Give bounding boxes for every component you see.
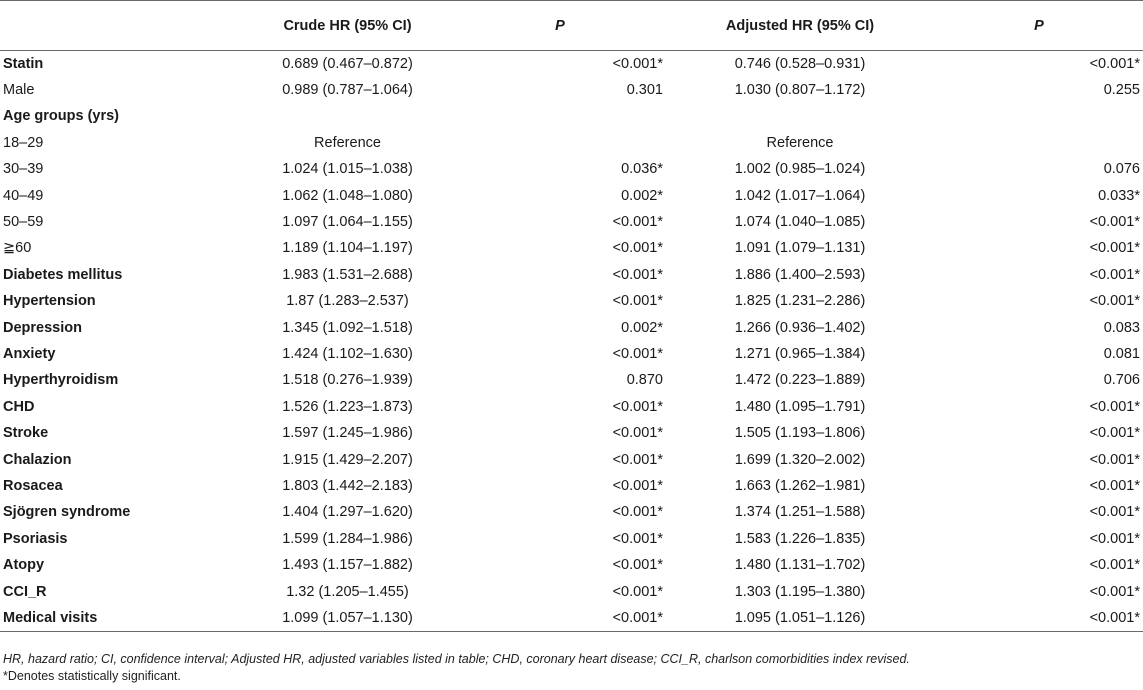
table-row	[0, 314, 1143, 340]
adjusted-p-cell: 0.081	[1103, 345, 1140, 362]
crude-p-cell: <0.001*	[612, 345, 663, 362]
crude-p-cell: <0.001*	[612, 55, 663, 72]
crude-hr-cell: 1.424 (1.102–1.630)	[282, 345, 413, 362]
table-row	[0, 103, 1143, 129]
row-label: Chalazion	[3, 451, 72, 468]
adjusted-hr-cell: 1.271 (0.965–1.384)	[734, 345, 866, 362]
adjusted-hr-cell: 1.374 (1.251–1.588)	[734, 504, 866, 521]
header-p-crude: P	[455, 1, 665, 51]
crude-p-cell	[455, 103, 665, 129]
adjusted-hr-cell: 1.074 (1.040–1.085)	[734, 214, 866, 231]
crude-hr-cell: 1.099 (1.057–1.130)	[240, 605, 455, 631]
header-row	[0, 1, 1143, 51]
table-row	[0, 552, 1143, 578]
adjusted-p-cell: 0.255	[1103, 82, 1140, 99]
crude-hr-cell: 1.097 (1.064–1.155)	[282, 214, 413, 231]
crude-p-cell: <0.001*	[612, 266, 663, 283]
table-row	[0, 51, 1143, 77]
crude-p-cell: <0.001*	[612, 557, 663, 574]
crude-hr-cell: 1.062 (1.048–1.080)	[282, 187, 413, 204]
table-row	[0, 341, 1143, 367]
crude-p-cell: <0.001*	[455, 605, 665, 631]
crude-hr-cell: 1.32 (1.205–1.455)	[286, 583, 409, 600]
row-label: 50–59	[3, 214, 44, 231]
crude-hr-cell: 0.689 (0.467–0.872)	[282, 55, 413, 72]
adjusted-p-cell: 0.076	[1103, 161, 1140, 178]
row-label: Hypertension	[3, 293, 96, 310]
row-label: Diabetes mellitus	[3, 266, 123, 283]
crude-p-cell: 0.036*	[621, 161, 663, 178]
row-label: Depression	[3, 319, 82, 336]
table-row	[0, 209, 1143, 235]
crude-p-cell: <0.001*	[612, 530, 663, 547]
table-row	[0, 235, 1143, 261]
adjusted-hr-cell: 1.583 (1.226–1.835)	[734, 530, 866, 547]
adjusted-p-cell: <0.001*	[1089, 214, 1140, 231]
adjusted-hr-cell: 1.699 (1.320–2.002)	[734, 451, 866, 468]
adjusted-p-cell: <0.001*	[1089, 504, 1140, 521]
crude-hr-cell: 1.87 (1.283–2.537)	[286, 293, 409, 310]
row-label: Hyperthyroidism	[3, 372, 119, 389]
row-label: Psoriasis	[3, 530, 68, 547]
row-label: Age groups (yrs)	[3, 108, 120, 125]
table-row	[0, 262, 1143, 288]
adjusted-p-cell: <0.001*	[1089, 557, 1140, 574]
footnote-abbreviations: HR, hazard ratio; CI, confidence interval; Adjusted HR, adjusted variables listed in table; CHD, coronary heart disease; CCI_R, charlson comorbidities index revised.	[3, 652, 910, 666]
adjusted-hr-cell: 1.480 (1.095–1.791)	[734, 398, 866, 415]
crude-hr-cell: 1.518 (0.276–1.939)	[282, 372, 413, 389]
adjusted-p-cell: <0.001*	[935, 605, 1143, 631]
header-crude-hr: Crude HR (95% CI)	[240, 1, 455, 51]
adjusted-p-cell: <0.001*	[1089, 425, 1140, 442]
table-header	[0, 1, 1143, 51]
table-row	[0, 605, 1143, 631]
table-row	[0, 526, 1143, 552]
crude-p-cell: 0.002*	[621, 319, 663, 336]
crude-hr-cell: Reference	[314, 134, 381, 151]
crude-hr-cell: 1.597 (1.245–1.986)	[282, 425, 413, 442]
crude-p-cell: <0.001*	[612, 504, 663, 521]
adjusted-hr-cell: 1.480 (1.131–1.702)	[734, 557, 866, 574]
adjusted-p-cell: <0.001*	[1089, 266, 1140, 283]
footnote-significance: *Denotes statistically significant.	[3, 669, 181, 683]
adjusted-p-cell: <0.001*	[1089, 451, 1140, 468]
crude-p-cell: <0.001*	[612, 398, 663, 415]
table-row	[0, 420, 1143, 446]
row-label: Anxiety	[3, 345, 56, 362]
crude-p-cell: <0.001*	[612, 293, 663, 310]
table-row	[0, 77, 1143, 103]
crude-hr-cell: 1.983 (1.531–2.688)	[282, 266, 413, 283]
adjusted-hr-cell: 1.472 (0.223–1.889)	[734, 372, 866, 389]
adjusted-p-cell: 0.083	[1103, 319, 1140, 336]
adjusted-hr-cell: 1.303 (1.195–1.380)	[734, 583, 866, 600]
row-label: Male	[3, 82, 35, 99]
adjusted-p-cell: 0.033*	[1098, 187, 1140, 204]
row-label: CCI_R	[3, 583, 47, 600]
adjusted-p-cell: <0.001*	[1089, 293, 1140, 310]
adjusted-p-cell: <0.001*	[1089, 240, 1140, 257]
crude-hr-cell: 1.803 (1.442–2.183)	[282, 477, 413, 494]
adjusted-hr-cell: 1.042 (1.017–1.064)	[734, 187, 866, 204]
adjusted-hr-cell: 1.663 (1.262–1.981)	[734, 477, 866, 494]
adjusted-p-cell: <0.001*	[1089, 55, 1140, 72]
crude-p-cell: 0.870	[626, 372, 663, 389]
crude-p-cell: <0.001*	[612, 451, 663, 468]
crude-hr-cell	[240, 103, 455, 129]
crude-hr-cell: 1.345 (1.092–1.518)	[282, 319, 413, 336]
table-row	[0, 394, 1143, 420]
adjusted-p-cell: <0.001*	[1089, 477, 1140, 494]
table-row	[0, 367, 1143, 393]
table-row	[0, 156, 1143, 182]
adjusted-p-cell: <0.001*	[1089, 398, 1140, 415]
adjusted-hr-cell: 1.091 (1.079–1.131)	[734, 240, 866, 257]
row-label: 40–49	[3, 187, 44, 204]
row-label: 30–39	[3, 161, 44, 178]
crude-hr-cell: 1.024 (1.015–1.038)	[282, 161, 413, 178]
crude-hr-cell: 1.526 (1.223–1.873)	[282, 398, 413, 415]
row-label: CHD	[3, 398, 35, 415]
crude-hr-cell: 1.404 (1.297–1.620)	[282, 504, 413, 521]
adjusted-hr-cell: 1.825 (1.231–2.286)	[734, 293, 866, 310]
row-label: 18–29	[3, 134, 44, 151]
crude-p-cell: <0.001*	[612, 425, 663, 442]
crude-hr-cell: 0.989 (0.787–1.064)	[282, 82, 413, 99]
crude-p-cell: 0.301	[626, 82, 663, 99]
row-label: Statin	[3, 55, 44, 72]
header-variable	[0, 1, 240, 51]
adjusted-hr-cell	[665, 103, 935, 129]
crude-hr-cell: 1.493 (1.157–1.882)	[282, 557, 413, 574]
crude-p-cell: <0.001*	[612, 240, 663, 257]
crude-p-cell: <0.001*	[612, 477, 663, 494]
crude-p-cell: 0.002*	[621, 187, 663, 204]
row-label: Stroke	[3, 425, 49, 442]
adjusted-hr-cell: 1.095 (1.051–1.126)	[665, 605, 935, 631]
table-body	[0, 51, 1143, 632]
table-footnotes	[3, 651, 1133, 685]
adjusted-p-cell: <0.001*	[1089, 583, 1140, 600]
table-row	[0, 130, 1143, 156]
adjusted-p-cell	[935, 103, 1143, 129]
adjusted-hr-cell: 1.886 (1.400–2.593)	[734, 266, 866, 283]
crude-hr-cell: 1.599 (1.284–1.986)	[282, 530, 413, 547]
header-adjusted-hr: Adjusted HR (95% CI)	[665, 1, 935, 51]
crude-hr-cell: 1.189 (1.104–1.197)	[282, 240, 413, 257]
table-row	[0, 288, 1143, 314]
table-row	[0, 499, 1143, 525]
crude-p-cell: <0.001*	[612, 583, 663, 600]
crude-hr-cell: 1.915 (1.429–2.207)	[282, 451, 413, 468]
table-row	[0, 578, 1143, 604]
row-label: ≧60	[3, 240, 32, 257]
crude-p-cell: <0.001*	[612, 214, 663, 231]
crude-p-cell	[455, 130, 665, 156]
table-row	[0, 446, 1143, 472]
adjusted-p-cell: 0.706	[1103, 372, 1140, 389]
row-label: Atopy	[3, 557, 45, 574]
row-label: Rosacea	[3, 477, 63, 494]
adjusted-hr-cell: 1.030 (0.807–1.172)	[734, 82, 866, 99]
adjusted-hr-cell: 0.746 (0.528–0.931)	[734, 55, 866, 72]
adjusted-hr-cell: 1.505 (1.193–1.806)	[734, 425, 866, 442]
row-label: Sjögren syndrome	[3, 504, 131, 521]
adjusted-p-cell	[935, 130, 1143, 156]
adjusted-p-cell: <0.001*	[1089, 530, 1140, 547]
row-label: Medical visits	[0, 605, 240, 631]
table-row	[0, 182, 1143, 208]
adjusted-hr-cell: 1.002 (0.985–1.024)	[734, 161, 866, 178]
adjusted-hr-cell: 1.266 (0.936–1.402)	[734, 319, 866, 336]
table-row	[0, 473, 1143, 499]
header-p-adjusted: P	[935, 1, 1143, 51]
adjusted-hr-cell: Reference	[766, 134, 834, 151]
